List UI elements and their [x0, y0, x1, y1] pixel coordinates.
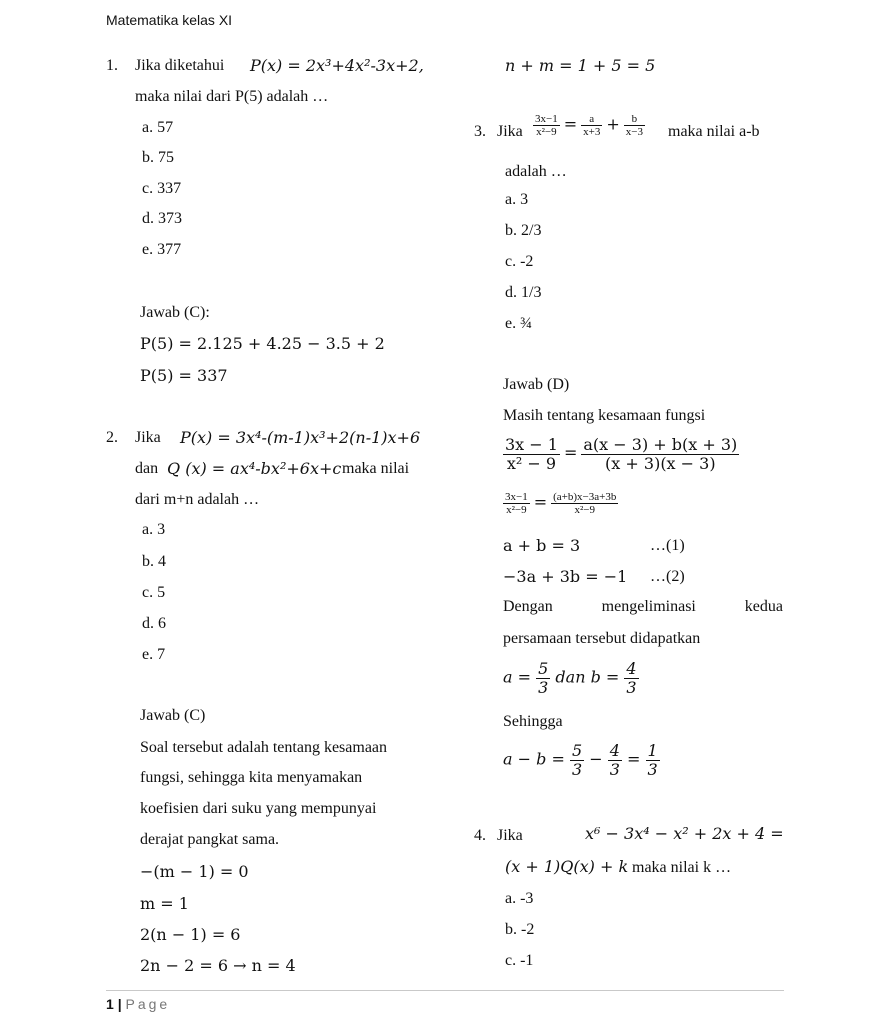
q4-stem-jika: Jika — [497, 827, 523, 844]
q2-explanation-line1: Soal tersebut adalah tentang kesamaan — [140, 739, 388, 756]
q3-stem-tail: maka nilai a-b — [668, 123, 760, 140]
q3-sehingga: Sehingga — [503, 713, 563, 730]
q3-final-equation: a − b = $\frac{5}{3}$ − $\frac{4}{3}$ = $\frac{1}{3}$ — [503, 741, 658, 779]
q1-work-line1: P(5) = 2.125 + 4.25 − 3.5 + 2 — [140, 334, 385, 353]
q4-option-b: b. -2 — [505, 921, 535, 938]
q2-option-a: a. 3 — [142, 521, 166, 538]
q2-stem-jika: Jika — [135, 429, 161, 446]
q1-stem-line2: maka nilai dari P(5) adalah … — [135, 88, 329, 105]
q3-equation-2: −3a + 3b = −1 — [503, 567, 628, 586]
q1-option-b: b. 75 — [142, 149, 174, 166]
footer-separator: | — [117, 996, 122, 1012]
q2-option-e: e. 7 — [142, 646, 166, 663]
q3-fraction-b: $\frac{b}{x-3}$ — [625, 113, 643, 139]
q1-polynomial: P(x) = 2x³+4x²-3x+2, — [250, 56, 424, 75]
q2-option-b: b. 4 — [142, 553, 166, 570]
q3-fraction-a: $\frac{a}{x+3}$ — [583, 113, 601, 139]
q3-final-fraction-2: $\frac{4}{3}$ — [609, 741, 620, 779]
q3-small-fraction-lhs: $\frac{3x-1}{\text{x²−9}}$ — [505, 491, 528, 517]
q3-elimination-line1: Dengan mengeliminasi kedua — [503, 598, 783, 615]
q1-stem-text: Jika diketahui — [135, 57, 225, 74]
q3-option-e: e. ¾ — [505, 315, 533, 332]
q4-stem-tail: maka nilai k … — [632, 859, 732, 876]
q3-small-equation: $\frac{3x-1}{\text{x²−9}}$ = $\frac{(a+b)x-3a+3b}{\text{x²−9}}$ — [505, 491, 617, 517]
q3-elimination-line2: persamaan tersebut didapatkan — [503, 630, 701, 647]
q4-option-a: a. -3 — [505, 890, 534, 907]
q4-number: 4. — [474, 827, 486, 844]
q2-number: 2. — [106, 429, 118, 446]
q2-answer: Jawab (C) — [140, 707, 206, 724]
page-footer — [106, 994, 170, 1014]
q2-stem-dan: dan — [135, 460, 159, 477]
q3-option-b: b. 2/3 — [505, 222, 542, 239]
q3-fraction-lhs: $\frac{3x-1}{\text{x²−9}}$ — [535, 113, 558, 139]
q2-stem-maka-nilai: maka nilai — [342, 460, 410, 477]
q1-number: 1. — [106, 57, 118, 74]
q2-result: n + m = 1 + 5 = 5 — [505, 56, 656, 75]
q1-answer: Jawab (C): — [140, 304, 210, 321]
q2-work-line3: 2(n − 1) = 6 — [140, 925, 241, 944]
q1-option-a: a. 57 — [142, 119, 174, 136]
q3-option-d: d. 1/3 — [505, 284, 542, 301]
q3-stem-line2: adalah … — [505, 163, 567, 180]
q3-solution-values: a = $\frac{5}{3}$ dan b = $\frac{4}{3}$ — [503, 659, 637, 697]
q3-equation-1-tag: …(1) — [650, 537, 685, 554]
q1-work-line2: P(5) = 337 — [140, 366, 228, 385]
q4-equation-line1: x⁶ − 3x⁴ − x² + 2x + 4 = — [585, 824, 784, 843]
document-header-title: Matematika kelas XI — [106, 12, 233, 28]
q2-explanation-line4: derajat pangkat sama. — [140, 831, 280, 848]
q3-number: 3. — [474, 123, 486, 140]
q2-work-line4: 2n − 2 = 6 → n = 4 — [140, 956, 296, 975]
q1-option-d: d. 373 — [142, 210, 182, 227]
q1-option-c: c. 337 — [142, 180, 182, 197]
q2-option-d: d. 6 — [142, 615, 166, 632]
q2-polynomial-p: P(x) = 3x⁴-(m-1)x³+2(n-1)x+6 — [180, 428, 421, 447]
q3-answer: Jawab (D) — [503, 376, 570, 393]
q2-stem-line3: dari m+n adalah … — [135, 491, 260, 508]
q3-final-fraction-1: $\frac{5}{3}$ — [571, 741, 583, 779]
q2-explanation-line3: koefisien dari suku yang mempunyai — [140, 800, 377, 817]
q2-work-line2: m = 1 — [140, 894, 189, 913]
q3-option-c: c. -2 — [505, 253, 534, 270]
q3-small-fraction-rhs: $\frac{(a+b)x-3a+3b}{\text{x²−9}}$ — [553, 491, 617, 517]
page-label: Page — [125, 996, 171, 1012]
q4-equation-line2: (x + 1)Q(x) + k — [505, 857, 629, 876]
q3-equation-2-tag: …(2) — [650, 568, 685, 585]
q3-note: Masih tentang kesamaan fungsi — [503, 407, 706, 424]
page-number: 1 — [106, 996, 114, 1012]
q3-fraction-b-value: $\frac{4}{3}$ — [626, 659, 637, 697]
q3-equation-1: a + b = 3 — [503, 536, 581, 555]
q2-polynomial-q: Q (x) = ax⁴-bx²+6x+c — [167, 459, 342, 478]
footer-divider — [106, 990, 784, 991]
q3-big-equation: $\frac{3x - 1}{\text{x² − 9}}$ = $\frac{a(x - 3) + b(x + 3)}{(x + 3)(x - 3)}$ — [505, 435, 738, 473]
q3-fraction-a-value: $\frac{5}{3}$ — [538, 659, 549, 697]
q3-option-a: a. 3 — [505, 191, 529, 208]
q3-stem-jika: Jika — [497, 123, 523, 140]
q2-work-line1: −(m − 1) = 0 — [140, 862, 249, 881]
q2-explanation-line2: fungsi, sehingga kita menyamakan — [140, 769, 363, 786]
q3-final-fraction-3: $\frac{1}{3}$ — [647, 741, 658, 779]
q3-big-fraction-rhs: $\frac{a(x - 3) + b(x + 3)}{(x + 3)(x - 3)}$ — [583, 435, 738, 473]
q3-big-fraction-lhs: $\frac{3x - 1}{\text{x² − 9}}$ — [505, 435, 558, 473]
q4-option-c: c. -1 — [505, 952, 534, 969]
q3-equation: $\frac{3x-1}{\text{x²−9}}$ = $\frac{a}{x+3}$ + $\frac{b}{x-3}$ — [535, 113, 643, 139]
q2-option-c: c. 5 — [142, 584, 166, 601]
q1-option-e: e. 377 — [142, 241, 182, 258]
